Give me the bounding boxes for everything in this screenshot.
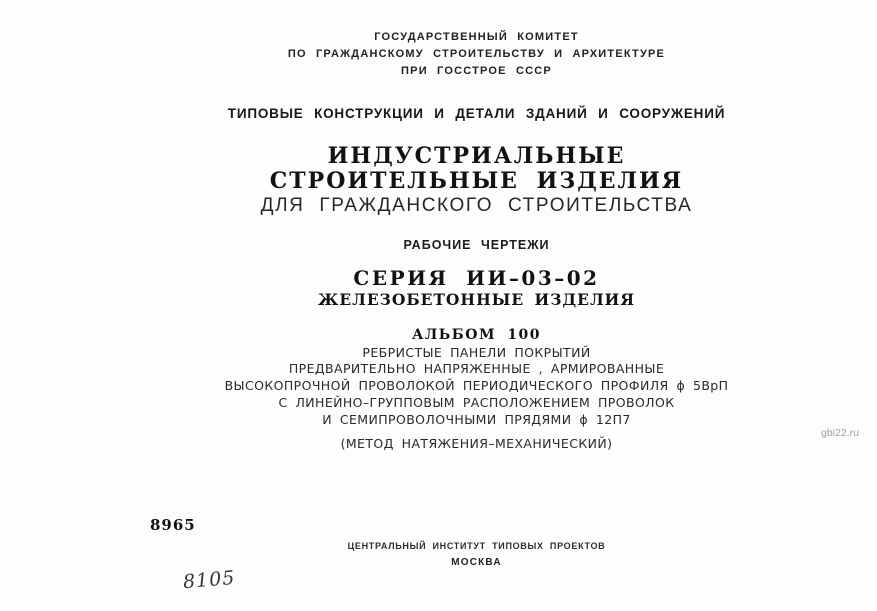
album-description-line5: И СЕМИПРОВОЛОЧНЫМИ ПРЯДЯМИ ϕ 12П7	[322, 412, 631, 427]
site-watermark: gbi22.ru	[821, 427, 859, 439]
document-code: 8965	[150, 516, 196, 534]
committee-name-line3: ПРИ ГОССТРОЕ СССР	[401, 65, 552, 77]
title-page-content	[76, 0, 877, 611]
album-description-line1: РЕБРИСТЫЕ ПАНЕЛИ ПОКРЫТИЙ	[362, 345, 591, 360]
album-description-line2: ПРЕДВАРИТЕЛЬНО НАПРЯЖЕННЫЕ , АРМИРОВАННЫЕ	[288, 361, 665, 376]
main-title-line2: СТРОИТЕЛЬНЫЕ ИЗДЕЛИЯ	[269, 168, 684, 194]
publisher-city: МОСКВА	[451, 557, 502, 568]
album-description-line3: ВЫСОКОПРОЧНОЙ ПРОВОЛОКОЙ ПЕРИОДИЧЕСКОГО ПРОФИЛЯ ϕ 5ВрП	[224, 378, 729, 393]
series-subtitle: ЖЕЛЕЗОБЕТОННЫЕ ИЗДЕЛИЯ	[317, 290, 635, 309]
main-title-line3: ДЛЯ ГРАЖДАНСКОГО СТРОИТЕЛЬСТВА	[260, 195, 693, 216]
publisher-institute: ЦЕНТРАЛЬНЫЙ ИНСТИТУТ ТИПОВЫХ ПРОЕКТОВ	[347, 541, 606, 551]
series-banner: ТИПОВЫЕ КОНСТРУКЦИИ И ДЕТАЛИ ЗДАНИЙ И СООРУЖЕНИЙ	[227, 106, 726, 121]
committee-name-line1: ГОСУДАРСТВЕННЫЙ КОМИТЕТ	[374, 31, 579, 43]
handwritten-inventory-number: 8105	[182, 566, 237, 594]
album-number: АЛЬБОМ 100	[411, 327, 542, 343]
committee-name-line2: ПО ГРАЖДАНСКОМУ СТРОИТЕЛЬСТВУ И АРХИТЕКТУРЕ	[287, 48, 666, 60]
working-drawings-label: РАБОЧИЕ ЧЕРТЕЖИ	[403, 238, 550, 252]
main-title-line1: ИНДУСТРИАЛЬНЫЕ	[327, 143, 626, 169]
series-number: СЕРИЯ ИИ–03–02	[353, 266, 600, 290]
tensioning-method-note: (МЕТОД НАТЯЖЕНИЯ–МЕХАНИЧЕСКИЙ)	[340, 436, 613, 451]
album-description-line4: С ЛИНЕЙНО–ГРУППОВЫМ РАСПОЛОЖЕНИЕМ ПРОВОЛОК	[278, 395, 675, 410]
